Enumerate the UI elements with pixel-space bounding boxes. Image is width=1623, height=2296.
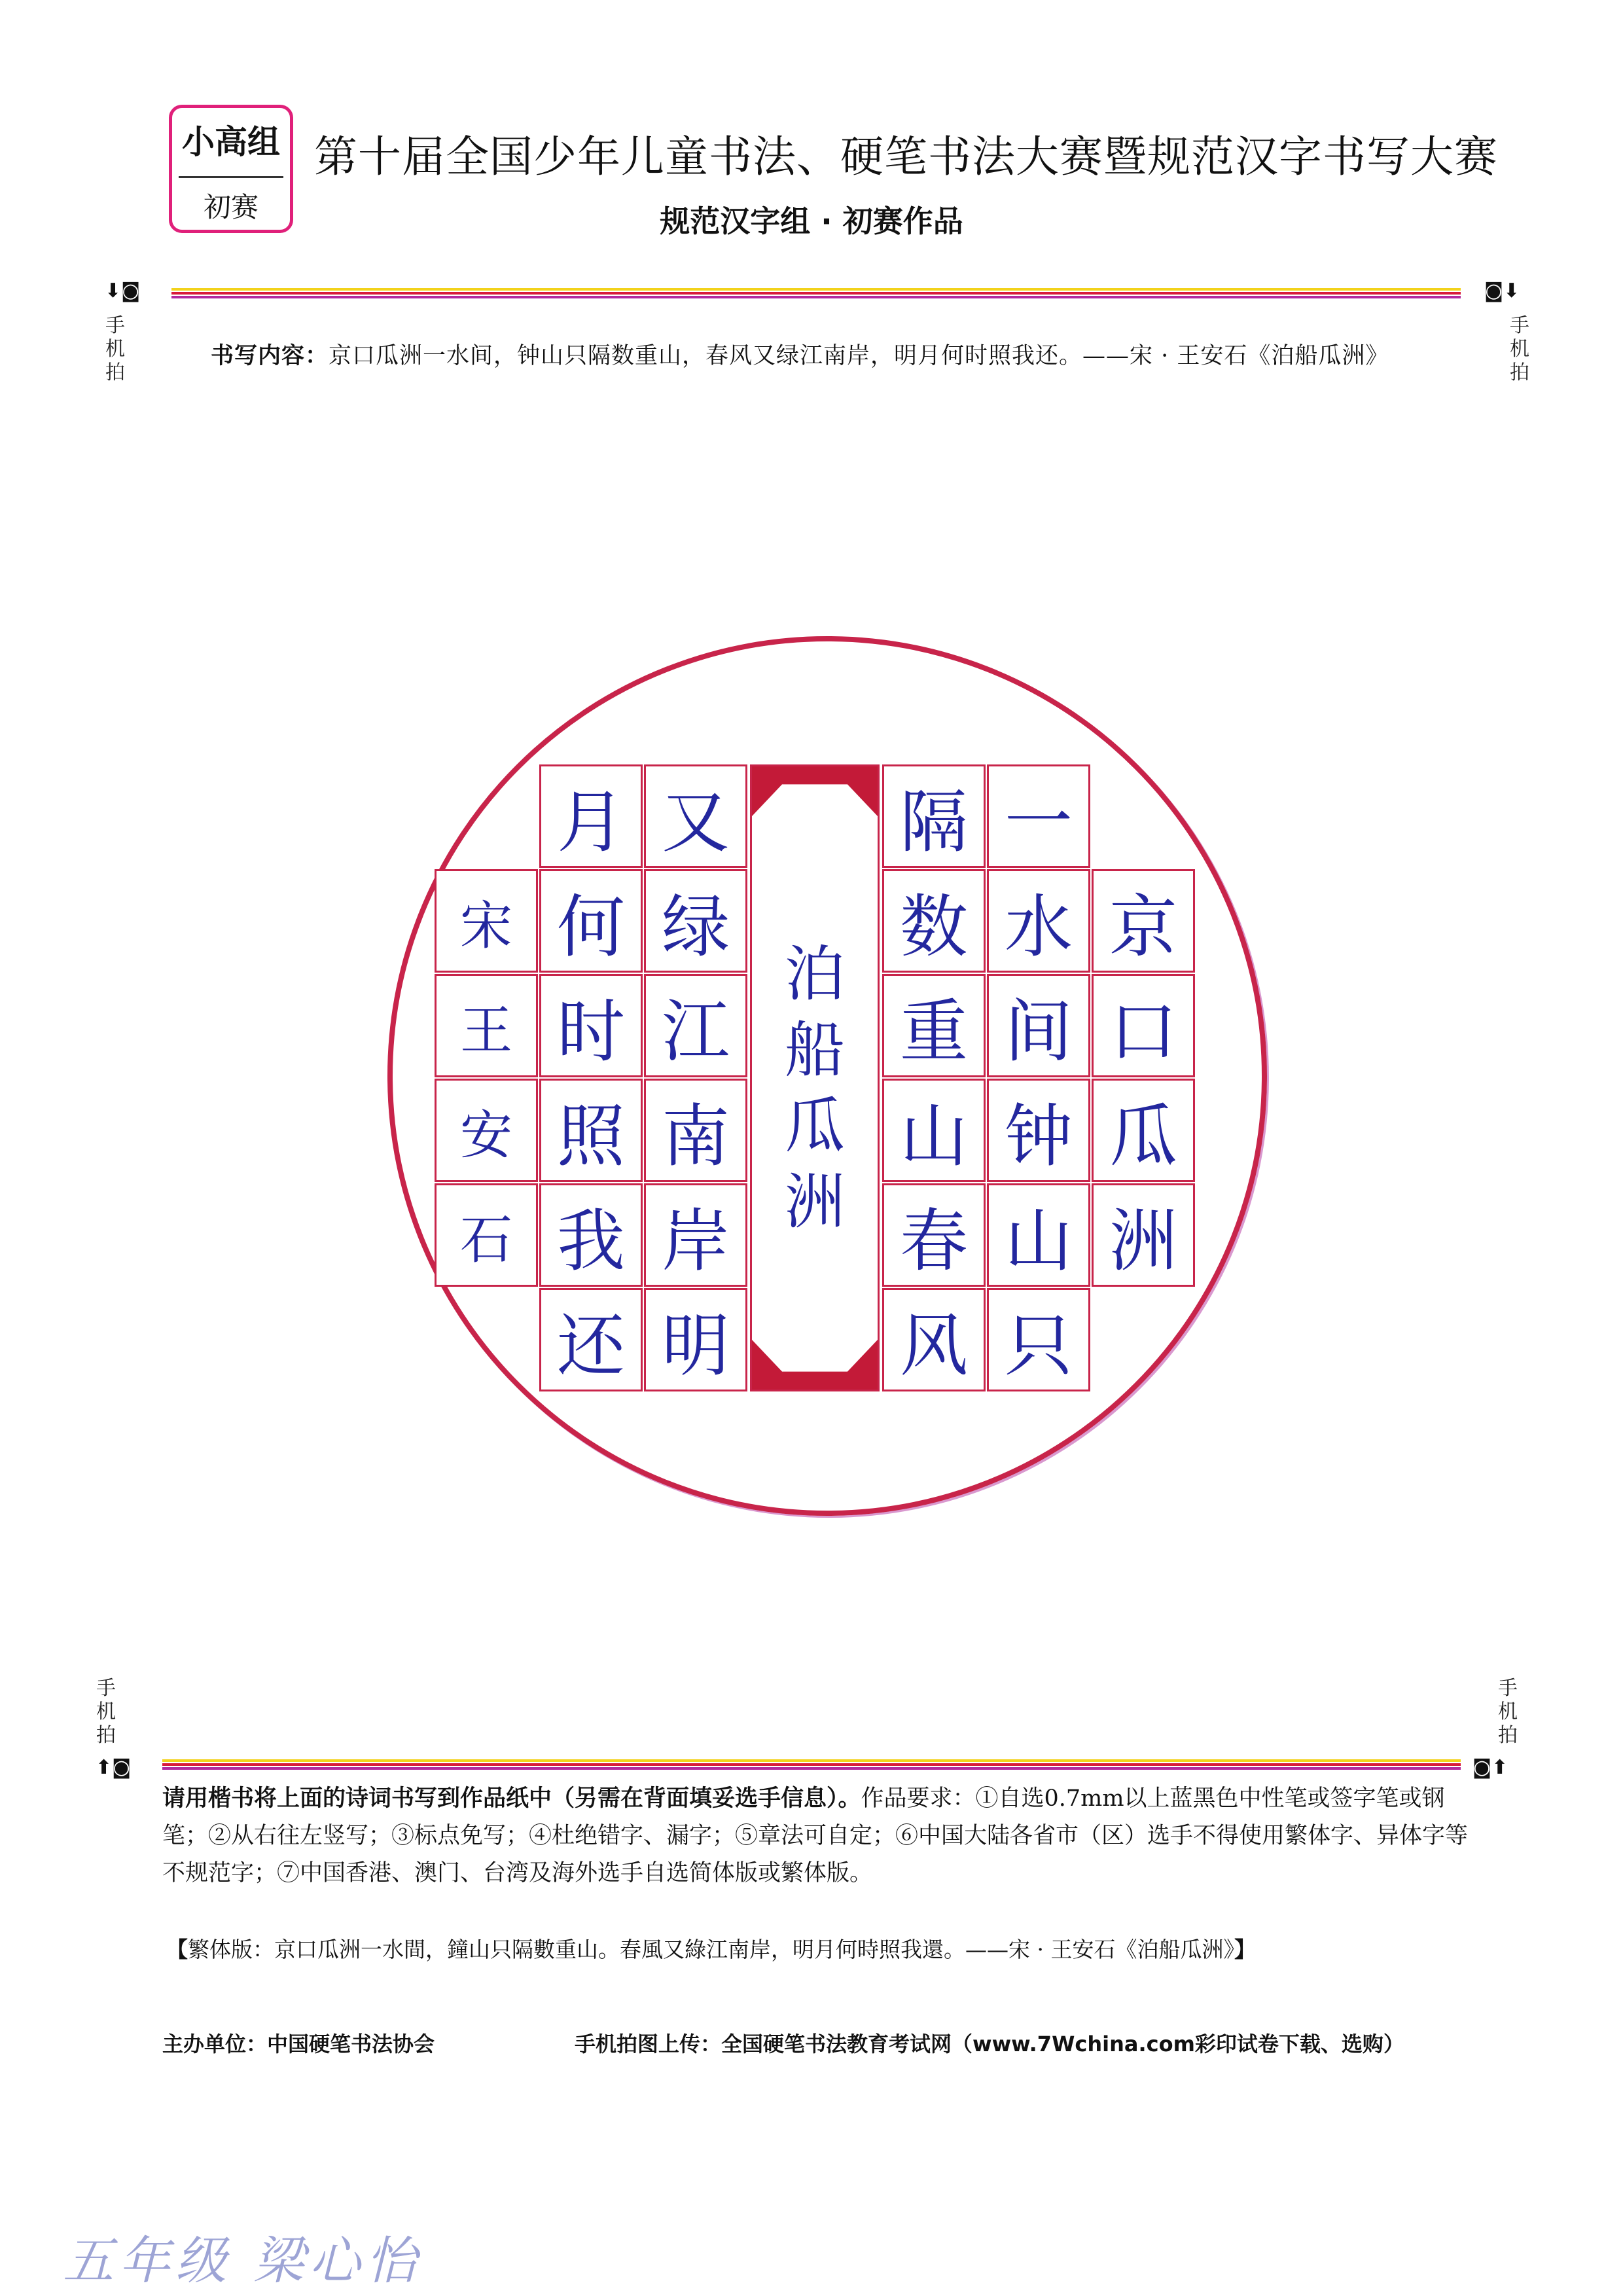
phone-hint-char: 拍 bbox=[1510, 361, 1529, 384]
title-char: 船 bbox=[784, 1015, 845, 1085]
writing-content-label: 书写内容： bbox=[211, 343, 329, 369]
bottom-color-rule bbox=[162, 1759, 1461, 1775]
phone-hint-char: 拍 bbox=[1498, 1724, 1518, 1747]
phone-hint-char: 手 bbox=[105, 314, 125, 337]
phone-hint-char: 拍 bbox=[105, 361, 125, 384]
phone-hint-char: 拍 bbox=[96, 1724, 116, 1747]
grid-cell: 洲 bbox=[1092, 1183, 1195, 1287]
phone-hint-char: 手 bbox=[1498, 1677, 1518, 1700]
arrow-down-icon: ⬇ bbox=[1503, 279, 1520, 302]
grid-cell: 隔 bbox=[882, 764, 986, 868]
phone-hint-char: 机 bbox=[1510, 338, 1529, 361]
instructions-body: 作品要求：①自选0.7mm以上蓝黑色中性笔或签字笔或钢笔；②从右往左竖写；③标点免写；④杜绝错字、漏字；⑤章法可自定；⑥中国大陆各省市（区）选手不得使用繁体字、异体字等不规范字；⑦中国香港、澳门、台湾及海外选手自选简体版或繁体版。 bbox=[162, 1785, 1469, 1886]
grid-cell: 春 bbox=[882, 1183, 986, 1287]
grid-cell: 又 bbox=[644, 764, 747, 868]
organizer: 主办单位：中国硬笔书法协会 bbox=[162, 2032, 435, 2056]
top-right-camera-marker bbox=[1484, 281, 1520, 301]
grid-cell: 京 bbox=[1092, 869, 1195, 973]
top-left-phone-hint bbox=[102, 314, 128, 385]
grid-cell: 何 bbox=[539, 869, 643, 973]
instructions bbox=[162, 1780, 1471, 1892]
grid-cell: 江 bbox=[644, 974, 747, 1077]
badge-divider bbox=[179, 176, 283, 178]
title-char: 洲 bbox=[784, 1167, 845, 1237]
page-title: 第十届全国少年儿童书法、硬笔书法大赛暨规范汉字书写大赛 bbox=[314, 132, 1498, 182]
bottom-right-phone-hint bbox=[1495, 1677, 1521, 1748]
bracket-open: 【 bbox=[166, 1937, 188, 1962]
poem-title-vertical bbox=[752, 937, 878, 1240]
grid-cell: 间 bbox=[987, 974, 1090, 1077]
top-left-camera-marker bbox=[105, 281, 140, 301]
bracket-close: 】 bbox=[1234, 1937, 1256, 1962]
top-right-phone-hint bbox=[1507, 314, 1533, 385]
badge-group-label: 小高组 bbox=[182, 123, 280, 161]
instructions-lead: 请用楷书将上面的诗词书写到作品纸中（另需在背面填妥选手信息）。 bbox=[162, 1785, 861, 1812]
grid-cell-author: 石 bbox=[435, 1183, 538, 1287]
phone-hint-char: 机 bbox=[105, 338, 125, 361]
grid-cell: 我 bbox=[539, 1183, 643, 1287]
phone-hint-char: 机 bbox=[96, 1700, 116, 1723]
camera-icon: ◙ bbox=[112, 1756, 132, 1779]
camera-icon: ◙ bbox=[121, 279, 141, 302]
phone-hint-char: 机 bbox=[1498, 1700, 1518, 1723]
grid-cell: 绿 bbox=[644, 869, 747, 973]
grid-cell-author: 王 bbox=[435, 974, 538, 1077]
upload-info: 手机拍图上传：全国硬笔书法教育考试网（www.7Wchina.com彩印试卷下载、选购） bbox=[575, 2032, 1404, 2056]
writing-content bbox=[211, 338, 1487, 370]
phone-hint-char: 手 bbox=[96, 1677, 116, 1700]
grid-cell: 钟 bbox=[987, 1079, 1090, 1182]
grid-cell: 瓜 bbox=[1092, 1079, 1195, 1182]
badge-stage-label: 初赛 bbox=[203, 191, 259, 223]
page-subtitle: 规范汉字组 · 初赛作品 bbox=[660, 204, 963, 239]
grid-cell: 水 bbox=[987, 869, 1090, 973]
arrow-down-icon: ⬇ bbox=[105, 279, 122, 302]
bottom-left-camera-marker bbox=[96, 1758, 131, 1778]
grid-cell: 只 bbox=[987, 1288, 1090, 1391]
grid-cell: 还 bbox=[539, 1288, 643, 1391]
traditional-version bbox=[166, 1933, 1475, 1964]
title-char: 瓜 bbox=[784, 1091, 845, 1161]
bottom-right-camera-marker bbox=[1472, 1758, 1508, 1778]
grid-cell: 一 bbox=[987, 764, 1090, 868]
grid-cell: 南 bbox=[644, 1079, 747, 1182]
grid-cell: 重 bbox=[882, 974, 986, 1077]
grid-cell: 风 bbox=[882, 1288, 986, 1391]
grid-cell: 山 bbox=[882, 1079, 986, 1182]
grid-cell: 月 bbox=[539, 764, 643, 868]
title-char: 泊 bbox=[784, 939, 845, 1009]
grid-cell-author: 宋 bbox=[435, 869, 538, 973]
camera-icon: ◙ bbox=[1484, 279, 1504, 302]
grid-cell: 数 bbox=[882, 869, 986, 973]
arrow-up-icon: ⬆ bbox=[1491, 1756, 1508, 1779]
traditional-text: 繁体版：京口瓜洲一水間，鐘山只隔數重山。春風又綠江南岸，明月何時照我還。——宋 · 王安石《泊船瓜洲》 bbox=[188, 1937, 1234, 1962]
arrow-up-icon: ⬆ bbox=[96, 1756, 113, 1779]
grid-cell: 山 bbox=[987, 1183, 1090, 1287]
camera-icon: ◙ bbox=[1472, 1756, 1492, 1779]
grid-cell: 明 bbox=[644, 1288, 747, 1391]
grid-cell-author: 安 bbox=[435, 1079, 538, 1182]
top-color-rule bbox=[171, 288, 1461, 304]
grid-cell: 岸 bbox=[644, 1183, 747, 1287]
bottom-left-phone-hint bbox=[93, 1677, 119, 1748]
writing-content-text: 京口瓜洲一水间，钟山只隔数重山，春风又绿江南岸，明月何时照我还。——宋 · 王安石《泊船瓜洲》 bbox=[329, 343, 1389, 369]
phone-hint-char: 手 bbox=[1510, 314, 1529, 337]
grid-cell: 时 bbox=[539, 974, 643, 1077]
grid-cell: 口 bbox=[1092, 974, 1195, 1077]
band-bottom-ornament bbox=[752, 1340, 878, 1390]
handwritten-signature: 五年级 梁心怡 bbox=[63, 2232, 422, 2291]
title-band bbox=[750, 764, 880, 1391]
grid-cell: 照 bbox=[539, 1079, 643, 1182]
band-top-ornament bbox=[752, 766, 878, 816]
